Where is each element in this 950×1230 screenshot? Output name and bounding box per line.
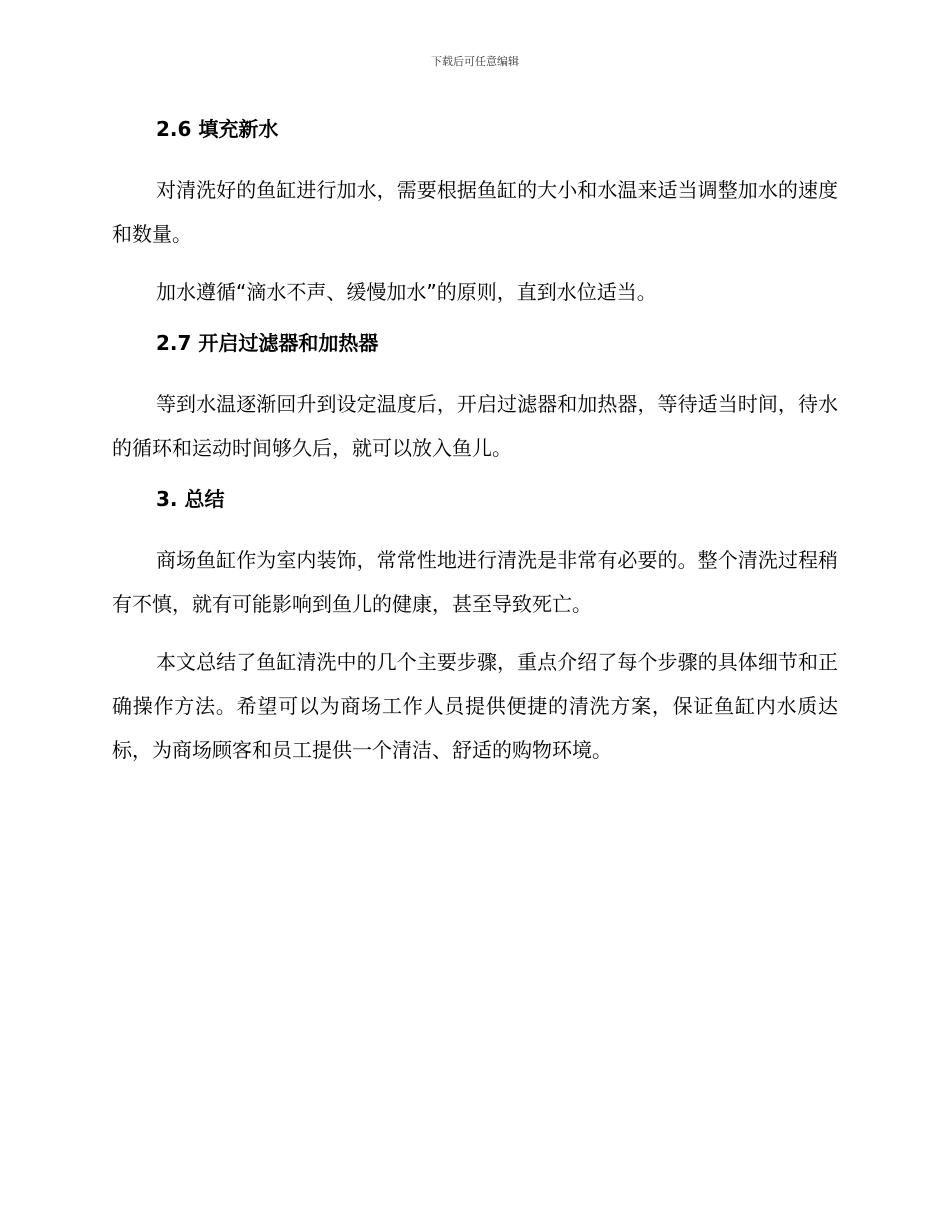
- section-heading-3: 3. 总结: [156, 487, 225, 511]
- document-body: [112, 114, 838, 786]
- page-header-note: 下载后可任意编辑: [431, 55, 519, 68]
- paragraph: 等到水温逐渐回升到设定温度后，开启过滤器和加热器，等待适当时间，待水的循环和运动时间够久后，就可以放入鱼儿。: [112, 392, 838, 460]
- section-heading-2-6: 2.6 填充新水: [156, 117, 279, 141]
- paragraph: 商场鱼缸作为室内装饰，常常性地进行清洗是非常有必要的。整个清洗过程稍有不慎，就有可能影响到鱼儿的健康，甚至导致死亡。: [112, 548, 838, 616]
- paragraph: 加水遵循“滴水不声、缓慢加水”的原则，直到水位适当。: [156, 280, 657, 304]
- paragraph: 对清洗好的鱼缸进行加水，需要根据鱼缸的大小和水温来适当调整加水的速度和数量。: [112, 178, 838, 246]
- section-heading-2-7: 2.7 开启过滤器和加热器: [156, 331, 379, 355]
- paragraph: 本文总结了鱼缸清洗中的几个主要步骤，重点介绍了每个步骤的具体细节和正确操作方法。希望可以为商场工作人员提供便捷的清洗方案，保证鱼缸内水质达标，为商场顾客和员工提供一个清洁、舒适的购物环境。: [112, 650, 838, 762]
